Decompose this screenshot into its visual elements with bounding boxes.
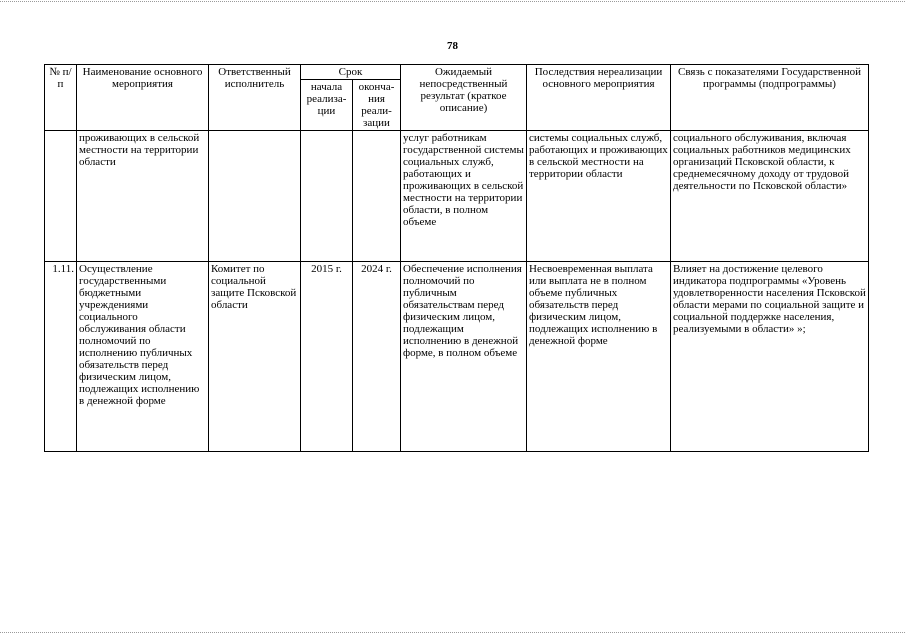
header-row: [45, 65, 869, 80]
cell-start: 2015 г.: [301, 262, 353, 452]
cell-link: Влияет на достижение целевого индикатора подпрограммы «Уровень удовлетворенности населения Псковской области мерами по социальной защите и социальной поддержке населения, реализуемыми в области» »;: [671, 262, 869, 452]
header-num: № п/п: [45, 65, 77, 131]
cell-name: Осуществление государственными бюджетными учреждениями социального обслуживания области полномочий по исполнению публичных обязательств перед физическим лицом, подлежащих исполнению в денежной форме: [77, 262, 209, 452]
header-term-end: оконча-ния реали-зации: [353, 80, 401, 131]
cell-consequences: системы социальных служб, работающих и проживающих в сельской местности на территории области: [527, 131, 671, 262]
header-name: Наименование основного мероприятия: [77, 65, 209, 131]
header-term: Срок: [301, 65, 401, 80]
cell-link: социального обслуживания, включая социальных работников медицинских организаций Псковской области, к среднемесячному доходу от трудовой деятельности по Псковской области»: [671, 131, 869, 262]
scan-edge-top: [0, 1, 905, 2]
scan-edge-bottom: [0, 632, 905, 633]
activities-table: [44, 64, 869, 452]
cell-executor: [209, 131, 301, 262]
cell-num: 1.11.: [45, 262, 77, 452]
cell-expected: Обеспечение исполнения полномочий по публичным обязательствам перед физическим лицом, подлежащим исполнению в денежной форме, в полном объеме: [401, 262, 527, 452]
header-term-start: начала реализа-ции: [301, 80, 353, 131]
cell-executor: Комитет по социальной защите Псковской области: [209, 262, 301, 452]
cell-end: [353, 131, 401, 262]
cell-consequences: Несвоевременная выплата или выплата не в полном объеме публичных обязательств перед физическим лицом, подлежащих исполнению в денежной форме: [527, 262, 671, 452]
table-row: [45, 131, 869, 262]
table-row: [45, 262, 869, 452]
header-executor: Ответственный исполнитель: [209, 65, 301, 131]
header-link: Связь с показателями Государственной программы (подпрограммы): [671, 65, 869, 131]
cell-end: 2024 г.: [353, 262, 401, 452]
cell-start: [301, 131, 353, 262]
header-expected: Ожидаемый непосредственный результат (краткое описание): [401, 65, 527, 131]
cell-expected: услуг работникам государственной системы социальных служб, работающих и проживающих в сельской местности на территории области, в полном объеме: [401, 131, 527, 262]
page-number: 78: [447, 40, 458, 52]
cell-name: проживающих в сельской местности на территории области: [77, 131, 209, 262]
cell-num: [45, 131, 77, 262]
header-consequences: Последствия нереализации основного мероприятия: [527, 65, 671, 131]
